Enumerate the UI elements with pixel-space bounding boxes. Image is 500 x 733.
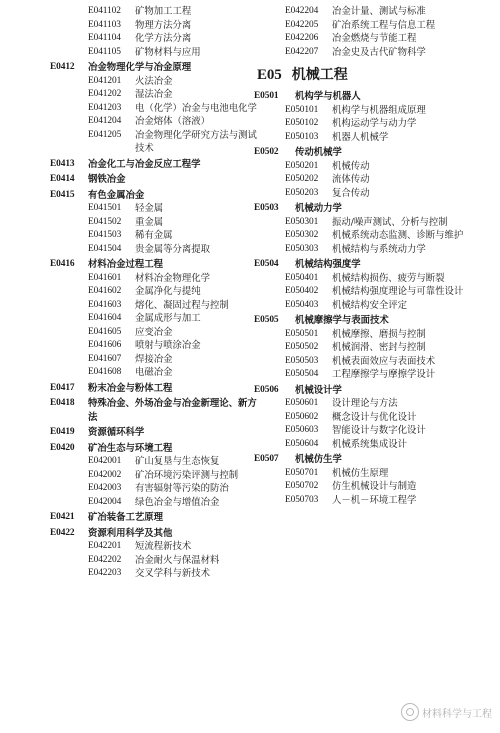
subcategory-entry <box>50 75 258 89</box>
entry-code: E0419 <box>50 427 75 437</box>
entry-code: E0413 <box>50 158 75 169</box>
subcategory-entry <box>257 5 495 19</box>
entry-title: 轻金属 <box>135 203 164 214</box>
right-column <box>254 5 495 507</box>
entry-code: E0505 <box>254 315 279 325</box>
entry-code: E0506 <box>254 384 279 395</box>
entry-title: 焊接冶金 <box>135 353 173 365</box>
subcategory-entry <box>50 540 258 554</box>
subcategory-entry <box>50 326 258 340</box>
subcategory-entry <box>50 272 258 286</box>
entry-title: 金属成形与加工 <box>135 313 201 324</box>
subcategory-entry <box>257 494 495 508</box>
entry-title: 电磁冶金 <box>135 367 173 378</box>
entry-title: 机械动力学 <box>295 203 342 214</box>
entry-code: E050504 <box>285 369 319 379</box>
entry-title: 人－机－环境工程学 <box>332 494 417 506</box>
entry-title: 钢铁冶金 <box>88 174 126 185</box>
subcategory-entry <box>50 339 258 353</box>
entry-code: E050503 <box>285 355 319 366</box>
subcategory-entry <box>257 299 495 313</box>
subcategory-entry <box>50 129 258 156</box>
entry-code: E05 <box>257 67 282 83</box>
subcategory-entry <box>257 131 495 145</box>
entry-title: 流体传动 <box>332 174 370 185</box>
entry-title: 交叉学科与新技术 <box>135 568 211 579</box>
category-entry <box>254 90 495 104</box>
entry-title: 机械结构损伤、疲劳与断裂 <box>332 272 445 284</box>
entry-title: 有色金属冶金 <box>88 189 145 201</box>
entry-title: 贵金属等分离提取 <box>135 243 211 255</box>
subcategory-entry <box>257 243 495 257</box>
entry-code: E050303 <box>285 243 319 254</box>
category-entry <box>50 61 258 75</box>
entry-code: E050501 <box>285 328 319 339</box>
entry-title: 矿山复垦与生态恢复 <box>135 456 220 467</box>
subcategory-entry <box>257 480 495 494</box>
entry-title: 矿冶系统工程与信息工程 <box>332 19 436 31</box>
entry-title: 机械仿生学 <box>295 454 342 465</box>
subcategory-entry <box>50 496 258 510</box>
entry-title: 矿冶装备工艺原理 <box>88 512 164 523</box>
subcategory-entry <box>50 299 258 313</box>
subcategory-entry <box>50 5 258 19</box>
entry-title: 稀有金属 <box>135 230 173 241</box>
entry-code: E0415 <box>50 189 75 200</box>
entry-code: E041605 <box>88 326 122 337</box>
entry-title: 化学方法分离 <box>135 33 192 44</box>
entry-title: 设计理论与方法 <box>332 398 398 409</box>
entry-code: E042202 <box>88 554 122 565</box>
entry-code: E041105 <box>88 46 121 57</box>
entry-title: 机械结构与系统动力学 <box>332 243 426 255</box>
subcategory-entry <box>50 366 258 380</box>
subcategory-entry <box>257 467 495 481</box>
entry-title: 材料冶金物理化学 <box>135 272 211 284</box>
entry-title: 机械润滑、密封与控制 <box>332 342 426 353</box>
subcategory-entry <box>50 46 258 60</box>
wechat-logo-icon <box>401 703 419 721</box>
entry-code: E050101 <box>285 104 319 115</box>
entry-title: 机械传动 <box>332 160 370 172</box>
entry-code: E041608 <box>88 367 122 377</box>
subcategory-entry <box>257 104 495 118</box>
entry-title: 冶金耐火与保温材料 <box>135 554 220 566</box>
subcategory-entry <box>50 353 258 367</box>
entry-title: 冶金物理化学研究方法与测试技术 <box>135 129 257 154</box>
subcategory-entry <box>50 115 258 129</box>
entry-code: E0417 <box>50 382 75 393</box>
entry-title: 有害辐射等污染的防治 <box>135 483 229 494</box>
subcategory-entry <box>257 117 495 131</box>
entry-code: E042203 <box>88 568 122 578</box>
entry-title: 机械结构强度学 <box>295 259 361 270</box>
category-entry <box>50 442 258 456</box>
entry-title: 仿生机械设计与制造 <box>332 481 417 492</box>
section-heading <box>257 66 495 84</box>
watermark-text: 材料科学与工程 <box>422 708 492 720</box>
entry-code: E050202 <box>285 174 319 184</box>
entry-title: 机构学与机器组成原理 <box>332 104 426 116</box>
entry-title: 粉末冶金与粉体工程 <box>88 382 173 394</box>
subcategory-entry <box>257 355 495 369</box>
entry-code: E050701 <box>285 467 319 478</box>
entry-code: E042201 <box>88 541 122 551</box>
subcategory-entry <box>50 312 258 326</box>
entry-title: 重金属 <box>135 216 164 228</box>
category-entry <box>254 453 495 467</box>
subcategory-entry <box>50 216 258 230</box>
entry-title: 冶金物理化学与冶金原理 <box>88 62 192 73</box>
category-entry <box>254 146 495 160</box>
entry-code: E042206 <box>285 33 319 43</box>
entry-code: E041204 <box>88 116 122 126</box>
entry-code: E050603 <box>285 425 319 435</box>
subcategory-entry <box>257 19 495 33</box>
entry-title: 应变冶金 <box>135 326 173 338</box>
entry-code: E050403 <box>285 299 319 310</box>
subcategory-entry <box>257 46 495 60</box>
subcategory-entry <box>50 88 258 102</box>
category-entry <box>50 397 258 424</box>
entry-title: 电（化学）冶金与电池电化学 <box>135 102 257 114</box>
entry-code: E050702 <box>285 481 319 491</box>
entry-code: E041607 <box>88 353 122 364</box>
entry-title: 资源利用科学及其他 <box>88 527 173 539</box>
subcategory-entry <box>50 202 258 216</box>
entry-title: 资源循环科学 <box>88 427 145 438</box>
entry-title: 机械系统动态监测、诊断与维护 <box>332 230 464 241</box>
entry-title: 熔化、凝固过程与控制 <box>135 299 229 311</box>
entry-title: 机械工程 <box>291 67 348 83</box>
entry-code: E041603 <box>88 299 122 310</box>
entry-code: E050601 <box>285 398 319 408</box>
entry-title: 机械结构强度理论与可靠性设计 <box>332 286 464 297</box>
entry-code: E042205 <box>285 19 319 30</box>
entry-code: E050502 <box>285 342 319 352</box>
entry-code: E0420 <box>50 442 75 453</box>
entry-code: E041503 <box>88 230 122 240</box>
entry-title: 冶金燃烧与节能工程 <box>332 33 417 44</box>
subcategory-entry <box>50 469 258 483</box>
entry-code: E0502 <box>254 147 279 157</box>
left-column <box>50 5 258 581</box>
entry-code: E042002 <box>88 469 122 480</box>
subcategory-entry <box>257 187 495 201</box>
entry-code: E042003 <box>88 483 122 493</box>
entry-code: E050203 <box>285 187 319 198</box>
entry-title: 矿物加工工程 <box>135 6 192 17</box>
watermark <box>401 703 492 721</box>
entry-code: E0422 <box>50 527 75 538</box>
category-entry <box>50 158 258 172</box>
subcategory-entry <box>257 173 495 187</box>
subcategory-entry <box>257 328 495 342</box>
category-entry <box>254 314 495 328</box>
entry-code: E050102 <box>285 118 319 128</box>
entry-title: 金属净化与提纯 <box>135 286 201 297</box>
entry-title: 复合传动 <box>332 187 370 199</box>
entry-title: 物理方法分离 <box>135 19 192 31</box>
entry-code: E0421 <box>50 512 75 522</box>
subcategory-entry <box>50 567 258 581</box>
entry-title: 机械结构安全评定 <box>332 299 408 311</box>
entry-code: E041205 <box>88 129 122 140</box>
entry-code: E041602 <box>88 286 122 296</box>
entry-code: E0416 <box>50 259 75 269</box>
entry-title: 机械摩擦、磨损与控制 <box>332 328 426 340</box>
entry-title: 冶金史及古代矿物科学 <box>332 46 426 58</box>
category-entry <box>50 189 258 203</box>
entry-code: E041502 <box>88 216 122 227</box>
category-entry <box>50 527 258 541</box>
entry-title: 冶金化工与冶金反应工程学 <box>88 158 201 170</box>
entry-title: 喷射与喷涂冶金 <box>135 340 201 351</box>
subcategory-entry <box>257 272 495 286</box>
entry-title: 冶金熔体（溶液） <box>135 116 211 127</box>
entry-code: E050402 <box>285 286 319 296</box>
subcategory-entry <box>50 554 258 568</box>
entry-code: E0414 <box>50 174 75 184</box>
entry-title: 机械系统集成设计 <box>332 438 408 450</box>
entry-code: E0503 <box>254 203 279 213</box>
entry-code: E050604 <box>285 438 319 449</box>
entry-code: E041601 <box>88 272 122 283</box>
entry-title: 材料冶金过程工程 <box>88 259 164 270</box>
entry-code: E041102 <box>88 6 121 16</box>
entry-title: 绿色冶金与增值冶金 <box>135 496 220 508</box>
entry-title: 机构运动学与动力学 <box>332 118 417 129</box>
subcategory-entry <box>257 397 495 411</box>
entry-title: 机构学与机器人 <box>295 91 361 102</box>
subcategory-entry <box>50 102 258 116</box>
entry-title: 矿冶生态与环境工程 <box>88 442 173 454</box>
entry-code: E050302 <box>285 230 319 240</box>
category-entry <box>50 382 258 396</box>
entry-title: 机械仿生原理 <box>332 467 389 479</box>
entry-code: E0507 <box>254 454 279 464</box>
entry-code: E042204 <box>285 6 319 16</box>
category-entry <box>50 258 258 272</box>
entry-title: 机械摩擦学与表面技术 <box>295 315 389 326</box>
subcategory-entry <box>257 160 495 174</box>
entry-title: 矿物材料与应用 <box>135 46 201 58</box>
subcategory-entry <box>50 285 258 299</box>
subcategory-entry <box>50 19 258 33</box>
subcategory-entry <box>50 32 258 46</box>
entry-title: 特殊冶金、外场冶金与冶金新理论、新方法 <box>88 398 257 423</box>
subcategory-entry <box>257 216 495 230</box>
subcategory-entry <box>257 32 495 46</box>
subcategory-entry <box>50 229 258 243</box>
subcategory-entry <box>50 243 258 257</box>
entry-code: E041202 <box>88 89 122 99</box>
category-entry <box>50 426 258 440</box>
entry-code: E050401 <box>285 272 319 283</box>
entry-title: 矿冶环境污染评测与控制 <box>135 469 239 481</box>
category-entry <box>254 384 495 398</box>
entry-code: E041504 <box>88 243 122 254</box>
entry-title: 短流程新技术 <box>135 541 192 552</box>
entry-code: E050103 <box>285 131 319 142</box>
entry-code: E050602 <box>285 411 319 422</box>
entry-title: 工程摩擦学与摩擦学设计 <box>332 369 436 380</box>
category-entry <box>50 511 258 525</box>
entry-code: E042001 <box>88 456 122 466</box>
entry-title: 冶金计量、测试与标准 <box>332 6 426 17</box>
entry-title: 概念设计与优化设计 <box>332 411 417 423</box>
entry-code: E042207 <box>285 46 319 57</box>
entry-code: E041501 <box>88 203 122 213</box>
entry-code: E0501 <box>254 91 279 101</box>
entry-code: E041103 <box>88 19 121 30</box>
entry-title: 振动/噪声测试、分析与控制 <box>332 216 448 228</box>
entry-code: E050201 <box>285 160 319 171</box>
entry-code: E041606 <box>88 340 122 350</box>
entry-code: E041201 <box>88 75 122 86</box>
subcategory-entry <box>257 438 495 452</box>
subcategory-entry <box>257 411 495 425</box>
entry-title: 机器人机械学 <box>332 131 389 143</box>
entry-code: E041203 <box>88 102 122 113</box>
entry-code: E0504 <box>254 259 279 269</box>
subcategory-entry <box>257 341 495 355</box>
entry-title: 火法冶金 <box>135 75 173 87</box>
subcategory-entry <box>257 368 495 382</box>
entry-code: E041604 <box>88 313 122 323</box>
entry-code: E0412 <box>50 62 75 72</box>
entry-title: 湿法冶金 <box>135 89 173 100</box>
category-entry <box>50 173 258 187</box>
subcategory-entry <box>50 455 258 469</box>
subcategory-entry <box>257 424 495 438</box>
category-entry <box>254 258 495 272</box>
entry-code: E041104 <box>88 33 121 43</box>
category-entry <box>254 202 495 216</box>
subcategory-entry <box>257 285 495 299</box>
entry-title: 机械设计学 <box>295 384 342 396</box>
subcategory-entry <box>50 482 258 496</box>
entry-code: E050301 <box>285 216 319 227</box>
entry-code: E0418 <box>50 398 75 408</box>
entry-code: E050703 <box>285 494 319 505</box>
entry-code: E042004 <box>88 496 122 507</box>
subcategory-entry <box>257 229 495 243</box>
entry-title: 机械表面效应与表面技术 <box>332 355 436 367</box>
entry-title: 传动机械学 <box>295 147 342 158</box>
entry-title: 智能设计与数字化设计 <box>332 425 426 436</box>
